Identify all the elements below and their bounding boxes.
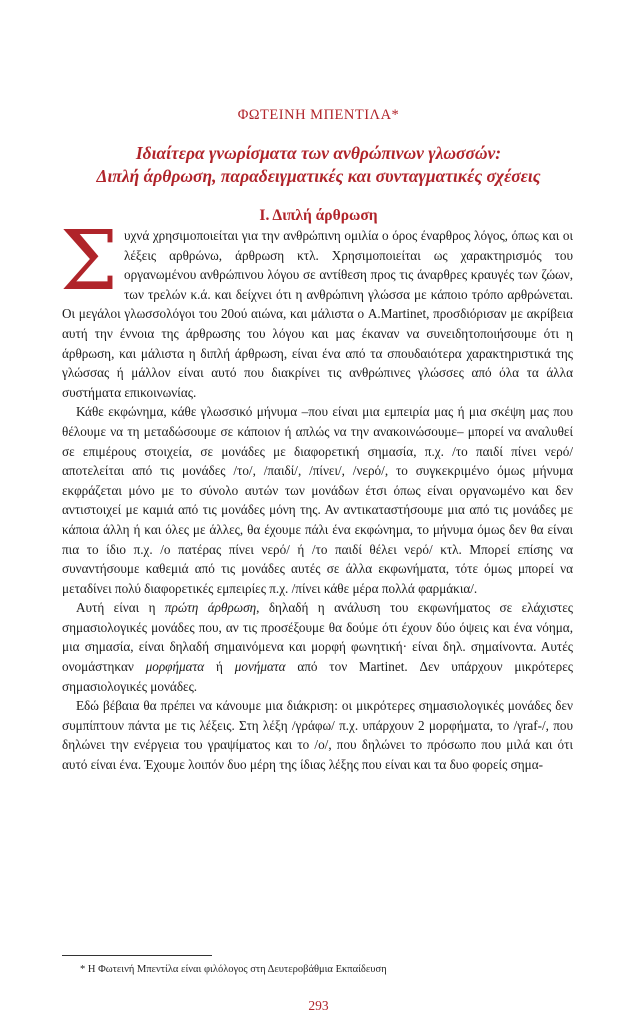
- paragraph-3-text: Αυτή είναι η: [76, 600, 165, 616]
- paragraph-2: Κάθε εκφώνημα, κάθε γλωσσικό μήνυμα –που είναι μια εμπειρία μας ή μια σκέψη μας που θέλουμε να τη μεταδώσουμε σε κάποιον ή απλώς να την ανακοινώσουμε– μπορεί να αναλυθεί σε επιμέρους στοιχεία, σε μονάδες με διαφορετική σημασία, π.χ. /το παιδί πίνει νερό/ αποτελείται από τις μονάδες /το/, /παιδί/, /πίνει/, /νερό/, το συγκεκριμένο όμως μήνυμα εκφράζεται μόνο με το σύνολο αυτών των μονάδων έτσι όπως είναι οργανωμένο και δεν αντιστοιχεί με καμιά από τις μονάδες μόνη της. Αν αντικαταστήσουμε μια από τις μονάδες με κάποια άλλη ή και όλες με άλλες, θα έχουμε πάλι ένα εκφώνημα, το μήνυμα όμως δεν θα είναι πια το ίδιο π.χ. /ο πατέρας πίνει νερό/ ή /το παιδί θέλει νερό/ κτλ. Μπορεί επίσης να συναντήσουμε καθεμιά από τις μονάδες αυτές σε άλλα εκφωνήματα, τότε όμως μπορεί να μεταδίνει πολύ διαφορετικές εμπειρίες π.χ. /πίνει κάθε μέρα πολλά φαρμάκια/.: [62, 404, 573, 596]
- footnote-divider: [62, 955, 212, 956]
- term-morphemes: μορφήματα: [145, 659, 205, 675]
- paragraph-3-text: , δηλαδή η ανάλυση του εκφωνήματος σε ελάχιστες σημασιολογικές μονάδες που, αν τις προσέξουμε θα δούμε ότι έχουν δύο όψεις και ένα νόημα, μια σημασία, είναι δηλαδή σημαινόμενα και μορφή φωνητική· είναι δηλ. σημαίνοντα. Αυτές ονομάστηκαν: [62, 600, 573, 675]
- paragraph-3: [62, 598, 573, 696]
- term-monemes: μονήματα: [234, 659, 286, 675]
- paragraph-3-text: ή: [204, 659, 235, 675]
- section-heading: Ι. Διπλή άρθρωση: [259, 207, 378, 224]
- term-first-articulation: πρώτη άρθρωση: [164, 600, 257, 616]
- paragraph-4: Εδώ βέβαια θα πρέπει να κάνουμε μια διάκριση: οι μικρότερες σημασιολογικές μονάδες δεν συμπίπτουν πάντα με τις λέξεις. Στη λέξη /γράφω/ π.χ. υπάρχουν 2 μορφήματα, το /γraf-/, που δηλώνει την ενέργεια του γραψίματος και το /ο/, που δηλώνει το πρόσωπο που μιλά και ότι αυτό είναι ένα. Έχουμε λοιπόν δυο μέρη της ίδιας λέξης που είναι και τα δυο φορείς σημα-: [62, 698, 573, 773]
- article-title: [30, 142, 607, 188]
- page-number: 293: [308, 998, 329, 1013]
- paragraph-3-text: από τον Martinet. Δεν υπάρχουν μικρότερες σημασιολογικές μονάδες.: [62, 659, 573, 694]
- drop-cap: Σ: [60, 214, 118, 309]
- author-name: ΦΩΤΕΙΝΗ ΜΠΕΝΤΙΛΑ*: [237, 107, 400, 123]
- footnote: * Η Φωτεινή Μπεντίλα είναι φιλόλογος στη Δευτεροβάθμια Εκπαίδευση: [80, 964, 387, 975]
- paragraph-1-text: υχνά χρησιμοποιείται για την ανθρώπινη ομιλία ο όρος έναρθρος λόγος, όπως και οι λέξεις αρθρώνω, άρθρωση κτλ. Χρησιμοποιείται ως χαρακτηρισμός του οργανωμένου ανθρώπινου λόγου σε αντίθεση προς τις άναρθρες κραυγές των ζώων, των τρελών κ.ά. και δείχνει ότι η ανθρώπινη γλώσσα με κάποιο τρόπο αρθρώνεται. Οι μεγάλοι γλωσσολόγοι του 20ού αιώνα, και μάλιστα ο A.Martinet, προσδιόρισαν με ακρίβεια αυτή την έννοια της άρθρωσης του λόγου και μας έκαναν να συνειδητοποιήσουμε ότι η άρθρωση, και μάλιστα η διπλή άρθρωση, είναι ένα από τα σπουδαιότερα χαρακτηριστικά της γλώσσας ή μάλλον είναι αυτό που διακρίνει τις ανθρώπινες γλώσσες από όλα τα άλλα συστήματα επικοινωνίας.: [62, 228, 573, 400]
- title-line-1: Ιδιαίτερα γνωρίσματα των ανθρώπινων γλωσσών:: [135, 143, 502, 163]
- title-line-2: Διπλή άρθρωση, παραδειγματικές και συνταγματικές σχέσεις: [96, 166, 541, 186]
